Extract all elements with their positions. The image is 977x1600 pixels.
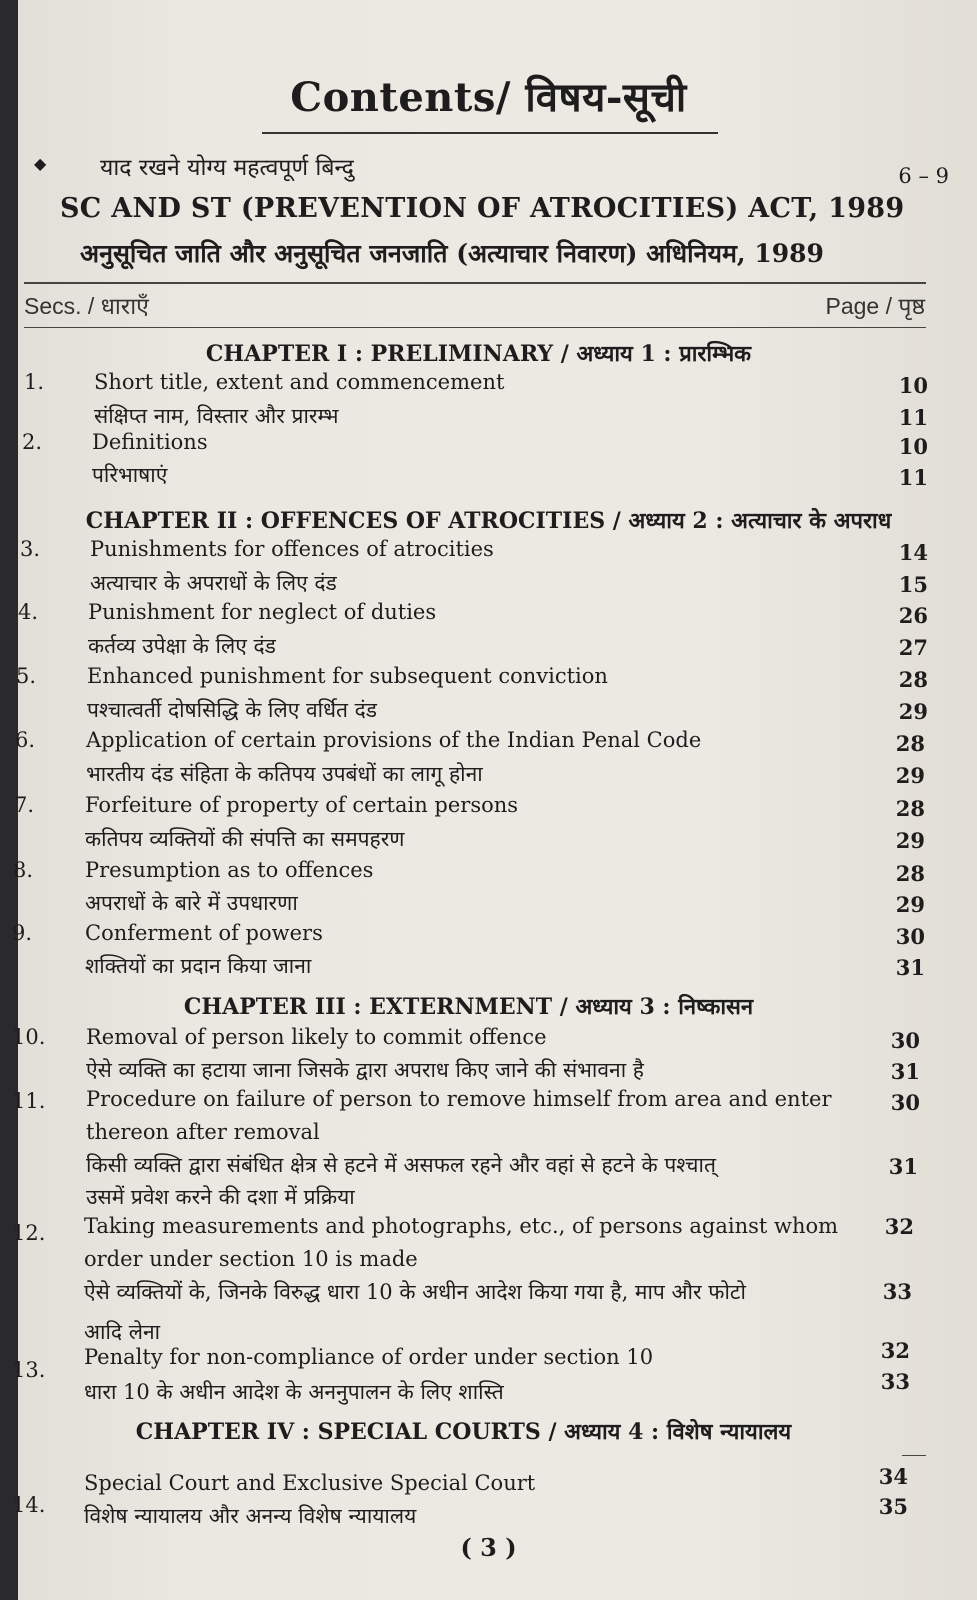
section-page-hindi: 33 [880, 1369, 910, 1394]
section-title-english: Application of certain provisions of the Indian Penal Code [86, 728, 702, 752]
section-page-hindi: 35 [878, 1494, 908, 1519]
chapter-heading: CHAPTER II : OFFENCES OF ATROCITIES / अध्याय 2 : अत्याचार के अपराध [85, 508, 892, 534]
section-title-hindi: अपराधों के बारे में उपधारणा [85, 891, 298, 915]
section-title-english: Definitions [92, 430, 208, 454]
section-page-english: 26 [898, 603, 928, 628]
section-page-english: 14 [898, 540, 928, 565]
section-title-hindi: कर्तव्य उपेक्षा के लिए दंड [88, 634, 276, 658]
section-number: 9. [12, 921, 33, 945]
section-page-english: 30 [890, 1090, 920, 1115]
section-page-hindi: 15 [898, 572, 928, 597]
section-page-hindi: 27 [898, 635, 928, 660]
section-page-english: 28 [895, 731, 925, 756]
section-page-hindi: 29 [895, 763, 925, 788]
header-rule-bottom [24, 327, 926, 328]
section-page-english: 10 [898, 434, 928, 459]
section-title-hindi: शक्तियों का प्रदान किया जाना [85, 954, 312, 978]
section-title-hindi: धारा 10 के अधीन आदेश के अननुपालन के लिए शास्ति [84, 1380, 504, 1404]
act-title-english: SC AND ST (PREVENTION OF ATROCITIES) ACT, 1989 [60, 193, 905, 224]
intro-item-label: याद रखने योग्य महत्वपूर्ण बिन्दु [100, 155, 354, 181]
section-page-hindi: 11 [898, 405, 928, 430]
section-title-english: Enhanced punishment for subsequent conviction [87, 664, 608, 688]
section-title-english-cont: thereon after removal [86, 1120, 320, 1144]
chapter-heading: CHAPTER III : EXTERNMENT / अध्याय 3 : निष्कासन [183, 994, 754, 1020]
section-title-hindi: परिभाषाएं [92, 463, 168, 487]
diamond-bullet-icon: ◆ [34, 154, 47, 173]
page-title: Contents/ विषय-सूची [290, 74, 687, 121]
section-title-hindi: ऐसे व्यक्तियों के, जिनके विरुद्ध धारा 10 के अधीन आदेश किया गया है, माप और फोटो [84, 1280, 746, 1304]
section-title-hindi-cont: आदि लेना [84, 1320, 161, 1344]
section-page-english: 28 [895, 861, 925, 886]
chapter-heading: CHAPTER IV : SPECIAL COURTS / अध्याय 4 : विशेष न्यायालय [135, 1419, 792, 1445]
section-number: 2. [22, 430, 43, 454]
section-title-english: Taking measurements and photographs, etc., of persons against whom [84, 1214, 839, 1238]
section-title-english: Special Court and Exclusive Special Court [84, 1471, 536, 1495]
section-title-hindi-cont: उसमें प्रवेश करने की दशा में प्रक्रिया [86, 1185, 355, 1209]
page-number: ( 3 ) [460, 1533, 517, 1562]
section-title-english: Forfeiture of property of certain persons [85, 793, 519, 817]
section-number: 10. [12, 1025, 46, 1049]
section-title-hindi: अत्याचार के अपराधों के लिए दंड [90, 571, 337, 595]
margin-tick [902, 1455, 926, 1456]
section-title-hindi: किसी व्यक्ति द्वारा संबंधित क्षेत्र से हटने में असफल रहने और वहां से हटने के पश्चात् [86, 1153, 716, 1177]
column-header-secs: Secs. / धाराएँ [24, 293, 149, 319]
section-title-hindi: संक्षिप्त नाम, विस्तार और प्रारम्भ [94, 404, 339, 428]
section-number: 6. [15, 728, 36, 752]
section-number: 1. [24, 370, 45, 394]
section-title-hindi: कतिपय व्यक्तियों की संपत्ति का समपहरण [85, 827, 405, 851]
section-number: 8. [13, 858, 34, 882]
section-page-english: 30 [890, 1028, 920, 1053]
section-number: 13. [12, 1358, 46, 1382]
section-number: 5. [16, 664, 37, 688]
section-number: 4. [18, 600, 39, 624]
section-title-english: Procedure on failure of person to remove himself from area and enter [86, 1087, 832, 1111]
section-title-english: Conferment of powers [85, 921, 323, 945]
section-title-hindi: पश्चात्वर्ती दोषसिद्धि के लिए वर्धित दंड [87, 698, 378, 722]
section-title-hindi: विशेष न्यायालय और अनन्य विशेष न्यायालय [84, 1504, 417, 1528]
section-title-hindi: ऐसे व्यक्ति का हटाया जाना जिसके द्वारा अपराध किए जाने की संभावना है [86, 1058, 644, 1082]
section-number: 7. [14, 793, 35, 817]
section-number: 14. [12, 1493, 46, 1517]
section-number: 12. [12, 1221, 46, 1245]
section-title-english: Short title, extent and commencement [94, 370, 505, 394]
section-page-english: 32 [880, 1338, 910, 1363]
intro-item-page: 6 – 9 [898, 164, 949, 188]
header-rule-top [24, 282, 926, 284]
section-title-english: Punishments for offences of atrocities [90, 537, 494, 561]
section-number: 11. [12, 1089, 46, 1113]
chapter-heading: CHAPTER I : PRELIMINARY / अध्याय 1 : प्रारम्भिक [205, 341, 752, 367]
section-page-english: 30 [895, 924, 925, 949]
section-page-english: 34 [878, 1464, 908, 1489]
section-title-hindi: भारतीय दंड संहिता के कतिपय उपबंधों का लागू होना [86, 762, 483, 786]
section-page-hindi: 29 [898, 699, 928, 724]
section-page-hindi: 31 [888, 1154, 918, 1179]
section-title-english: Removal of person likely to commit offence [86, 1025, 547, 1049]
section-page-hindi: 29 [895, 828, 925, 853]
section-page-english: 10 [898, 373, 928, 398]
section-page-hindi: 29 [895, 892, 925, 917]
section-title-english: Penalty for non-compliance of order under section 10 [84, 1345, 654, 1369]
section-page-english: 28 [895, 796, 925, 821]
title-underline [262, 132, 718, 134]
act-title-hindi: अनुसूचित जाति और अनुसूचित जनजाति (अत्याचार निवारण) अधिनियम, 1989 [80, 239, 824, 268]
section-number: 3. [20, 537, 41, 561]
section-title-english: Presumption as to offences [85, 858, 374, 882]
section-title-english: Punishment for neglect of duties [88, 600, 437, 624]
section-page-english: 32 [884, 1214, 914, 1239]
section-page-hindi: 31 [895, 955, 925, 980]
section-page-hindi: 31 [890, 1059, 920, 1084]
column-header-page: Page / पृष्ठ [825, 293, 925, 319]
section-page-english: 28 [898, 667, 928, 692]
section-page-hindi: 11 [898, 465, 928, 490]
section-page-hindi: 33 [882, 1279, 912, 1304]
section-title-english-cont: order under section 10 is made [84, 1247, 418, 1271]
